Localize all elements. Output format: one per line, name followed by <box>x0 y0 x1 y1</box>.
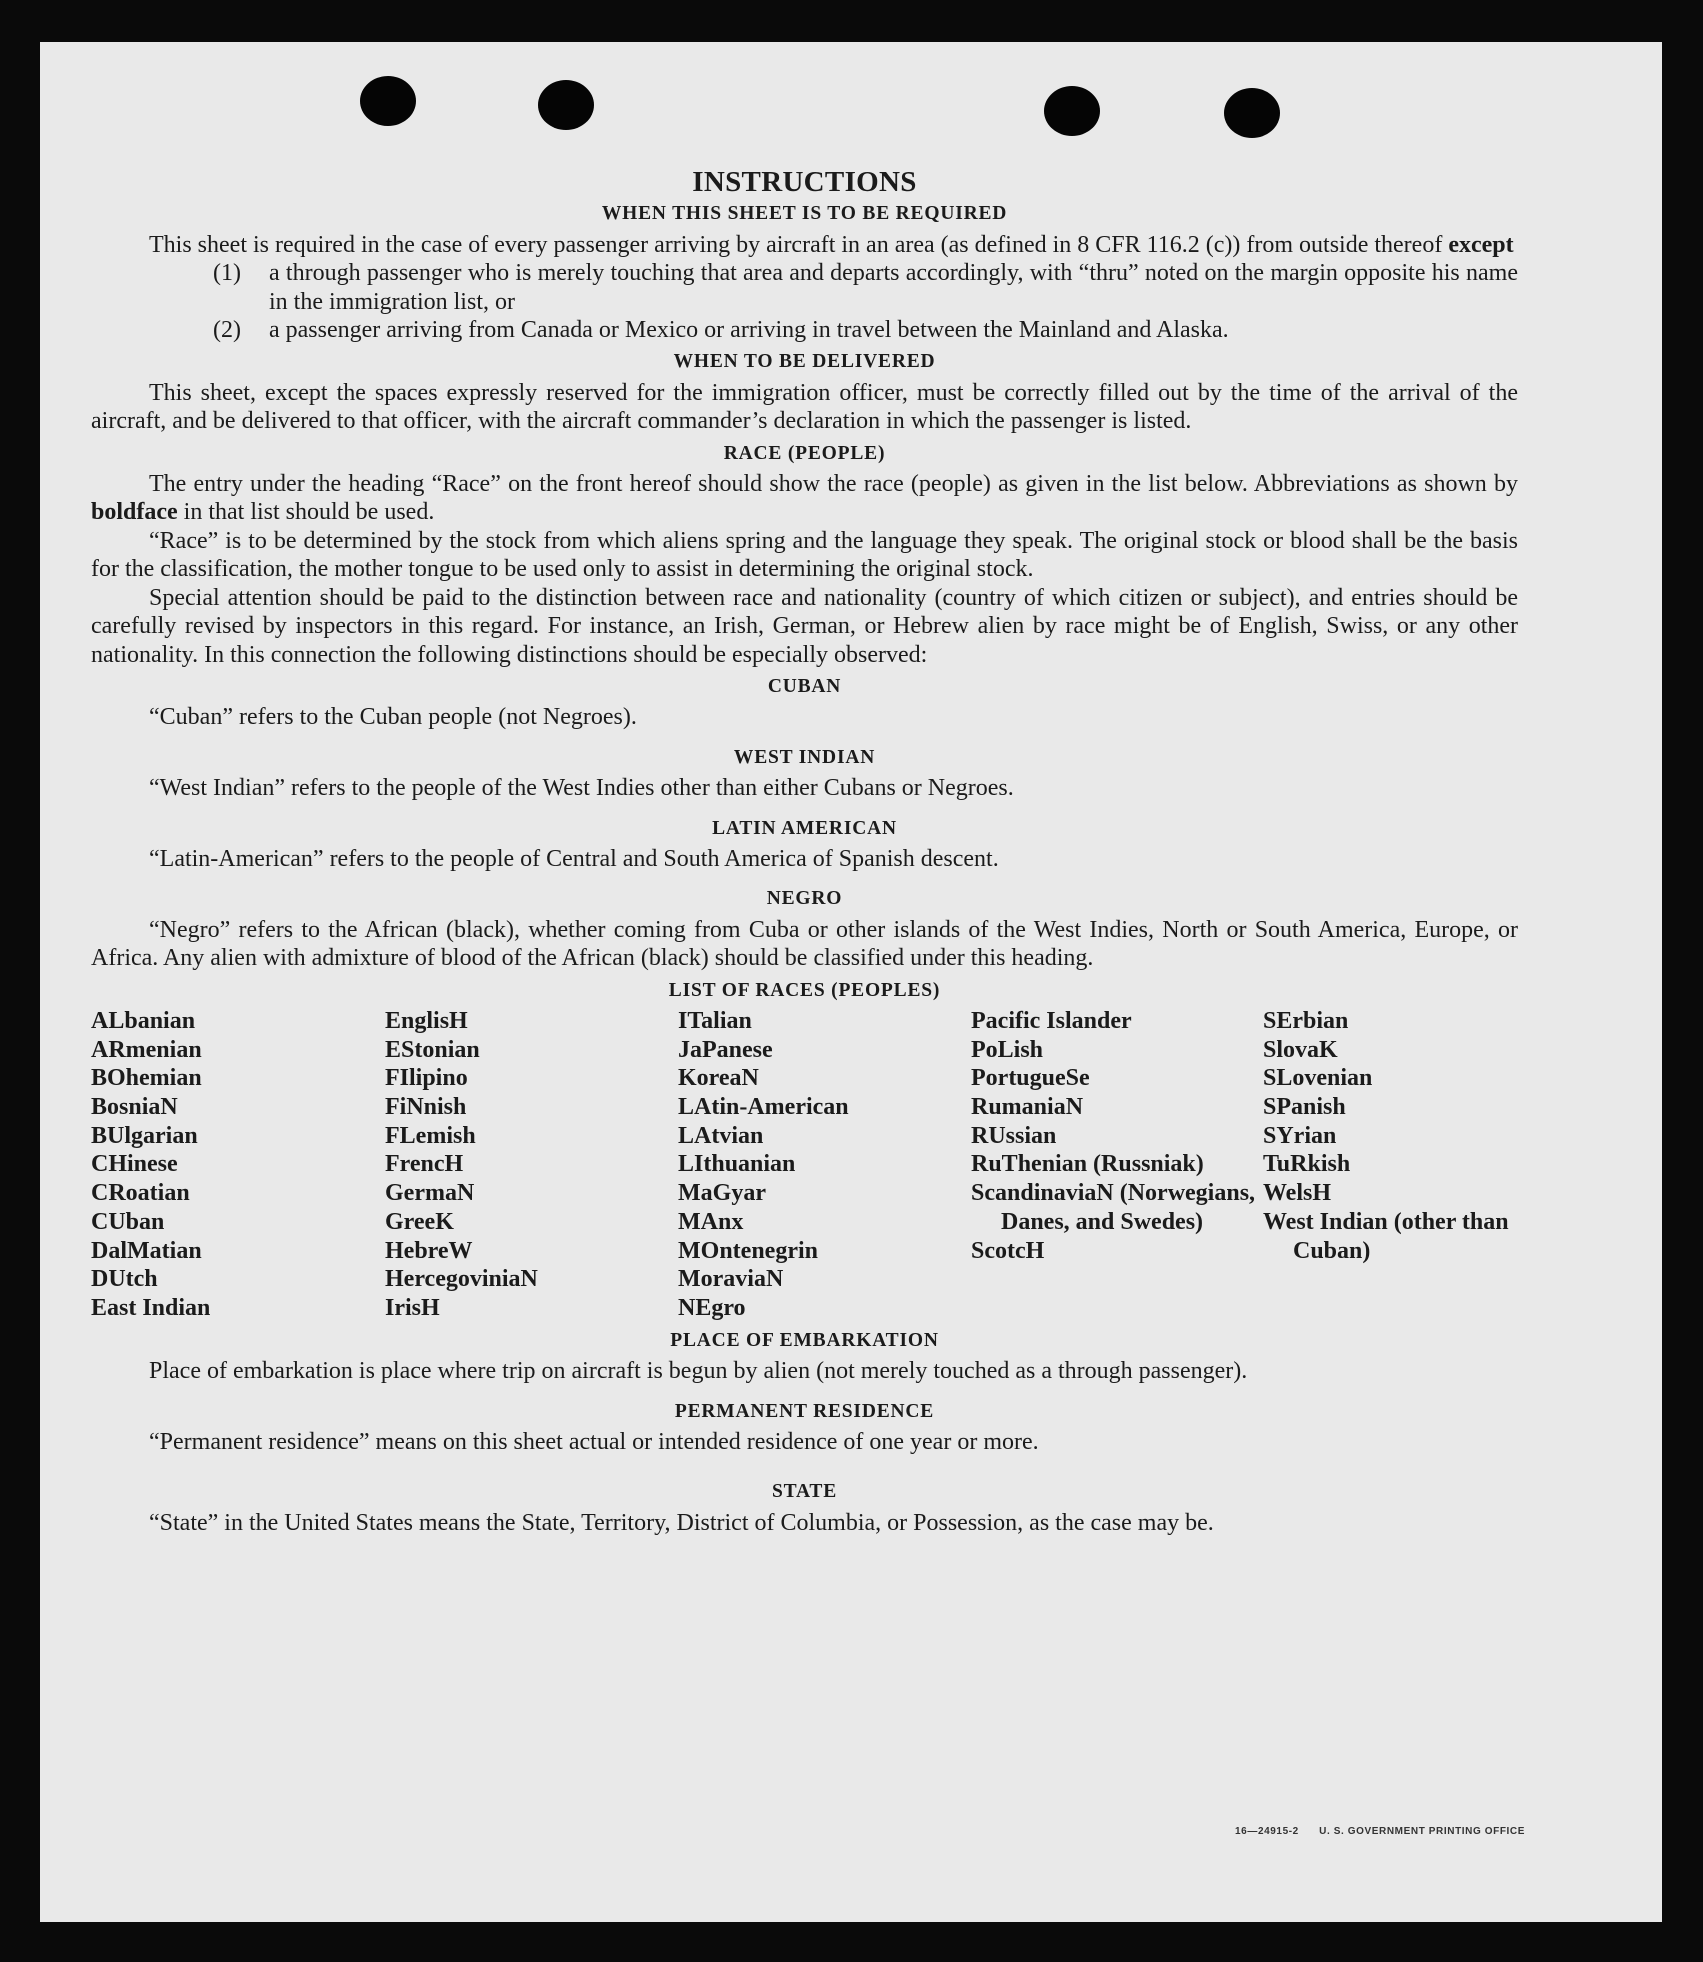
exception-text: a passenger arriving from Canada or Mexico or arriving in travel between the Mainland and Alaska. <box>269 317 1229 344</box>
print-footer <box>1235 1826 1525 1837</box>
race-entry: PoLish <box>971 1036 1044 1063</box>
heading-list-of-races: LIST OF RACES (PEOPLES) <box>668 979 941 1001</box>
race-entry: DUtch <box>91 1266 158 1293</box>
heading-when-delivered: WHEN TO BE DELIVERED <box>673 351 936 373</box>
heading-west-indian: WEST INDIAN <box>733 746 876 768</box>
races-column <box>91 1007 385 1323</box>
punch-hole <box>360 76 416 126</box>
race-entry: Pacific Islander <box>971 1007 1132 1034</box>
race-entry: CRoatian <box>91 1180 190 1207</box>
race-entry: GreeK <box>385 1208 454 1235</box>
when-required-text: This sheet is required in the case of every passenger arriving by aircraft in an area (as defined in 8 CFR 116.2 (c)) from outside thereof <box>149 231 1443 258</box>
paragraph-when-delivered: This sheet, except the spaces expressly reserved for the immigration officer, must be correctly filled out by the time of the arrival of the aircraft, and be delivered to that officer, with the aircraft commander’s declaration in which the passenger is listed. <box>91 379 1518 435</box>
race-entry: BOhemian <box>91 1065 202 1092</box>
race-entry: SErbian <box>1263 1007 1349 1034</box>
race-entry: NEgro <box>678 1295 746 1321</box>
race-entry: ScandinaviaN (Norwegians, Danes, and Swedes) <box>971 1180 1256 1235</box>
race-entry: ITalian <box>678 1007 752 1034</box>
races-list <box>91 1007 1518 1323</box>
punch-hole <box>1044 86 1100 136</box>
race-entry: MaGyar <box>678 1180 766 1207</box>
race-text-end: in that list should be used. <box>183 499 435 526</box>
race-entry: GermaN <box>385 1180 475 1207</box>
punch-hole <box>1224 88 1280 138</box>
punch-hole <box>538 80 594 130</box>
race-entry: BosniaN <box>91 1094 178 1121</box>
race-entry: IrisH <box>385 1295 440 1321</box>
paragraph-negro: “Negro” refers to the African (black), whether coming from Cuba or other islands of the West Indies, North or South America, Europe, or Africa. Any alien with admixture of blood of the African (black) should be classified under this heading. <box>91 916 1518 972</box>
paragraph-residence: “Permanent residence” means on this sheet actual or intended residence of one year or more. <box>149 1428 1039 1455</box>
boldface-keyword: boldface <box>91 499 178 526</box>
race-entry: RuThenian (Russniak) <box>971 1151 1204 1178</box>
paragraph-embarkation: Place of embarkation is place where trip on aircraft is begun by alien (not merely touched as a through passenger). <box>149 1358 1248 1385</box>
race-entry: MOntenegrin <box>678 1237 818 1264</box>
race-entry: EnglisH <box>385 1007 468 1034</box>
race-entry: LAtin-American <box>678 1094 849 1121</box>
instructions-content <box>91 168 1518 1537</box>
race-entry: TuRkish <box>1263 1151 1351 1178</box>
races-column <box>971 1007 1263 1323</box>
form-number: 16—24915-2 <box>1235 1826 1299 1837</box>
race-entry: HercegoviniaN <box>385 1266 538 1293</box>
document-sheet <box>40 42 1662 1922</box>
exception-number: (2) <box>213 317 241 344</box>
heading-embarkation: PLACE OF EMBARKATION <box>670 1329 939 1351</box>
race-entry: East Indian <box>91 1295 211 1321</box>
paragraph-when-required <box>91 231 1518 259</box>
exception-number: (1) <box>213 260 241 287</box>
exception-item <box>91 316 1518 344</box>
except-keyword: except <box>1448 231 1514 258</box>
paragraph-race-3: Special attention should be paid to the distinction between race and nationality (country of which citizen or subject), and entries should be carefully revised by inspectors in this regard. For instance, an Irish, German, or Hebrew alien by race might be of English, Swiss, or any other nationality. In this connection the following distinctions should be especially observed: <box>91 584 1518 668</box>
race-entry: ARmenian <box>91 1036 202 1063</box>
race-entry: HebreW <box>385 1237 473 1264</box>
race-entry: ScotcH <box>971 1237 1045 1264</box>
printer-name: U. S. GOVERNMENT PRINTING OFFICE <box>1319 1826 1525 1837</box>
page-title: INSTRUCTIONS <box>692 166 917 198</box>
heading-race: RACE (PEOPLE) <box>723 442 886 464</box>
exception-item <box>91 259 1518 316</box>
race-entry: WelsH <box>1263 1180 1332 1207</box>
race-entry: SPanish <box>1263 1094 1346 1121</box>
race-entry: DalMatian <box>91 1237 202 1264</box>
race-entry: FiNnish <box>385 1094 467 1121</box>
heading-cuban: CUBAN <box>767 675 842 697</box>
race-entry: CHinese <box>91 1151 178 1178</box>
race-entry: PortugueSe <box>971 1065 1090 1092</box>
race-entry: MAnx <box>678 1208 744 1235</box>
race-entry: FrencH <box>385 1151 464 1178</box>
heading-when-required: WHEN THIS SHEET IS TO BE REQUIRED <box>601 203 1008 225</box>
paragraph-latin-american: “Latin-American” refers to the people of Central and South America of Spanish descent. <box>149 845 999 872</box>
heading-latin-american: LATIN AMERICAN <box>712 817 897 839</box>
race-entry: FLemish <box>385 1122 476 1149</box>
race-entry: SlovaK <box>1263 1036 1338 1063</box>
heading-state: STATE <box>771 1481 838 1503</box>
race-entry: RUssian <box>971 1122 1057 1149</box>
exception-text: a through passenger who is merely touching that area and departs accordingly, with “thru” noted on the margin opposite his name in the immigration list, or <box>269 260 1518 315</box>
paragraph-race-1 <box>91 470 1518 527</box>
paragraph-cuban: “Cuban” refers to the Cuban people (not Negroes). <box>149 704 637 731</box>
race-entry: LIthuanian <box>678 1151 796 1178</box>
race-entry: CUban <box>91 1208 165 1235</box>
paragraph-west-indian: “West Indian” refers to the people of the West Indies other than either Cubans or Negroes. <box>149 775 1014 802</box>
race-entry: KoreaN <box>678 1065 759 1092</box>
race-text-start: The entry under the heading “Race” on the front hereof should show the race (people) as given in the list below. Abbreviations as shown by <box>149 471 1518 498</box>
paragraph-race-2: “Race” is to be determined by the stock from which aliens spring and the language they speak. The original stock or blood shall be the basis for the classification, the mother tongue to be used only to assist in determining the original stock. <box>91 527 1518 583</box>
race-entry: EStonian <box>385 1036 480 1063</box>
race-entry: RumaniaN <box>971 1094 1084 1121</box>
race-entry: West Indian (other than Cuban) <box>1263 1208 1509 1264</box>
paragraph-state: “State” in the United States means the State, Territory, District of Columbia, or Possession, as the case may be. <box>149 1509 1214 1536</box>
race-entry: LAtvian <box>678 1122 764 1149</box>
races-column <box>678 1007 971 1323</box>
heading-negro: NEGRO <box>766 888 843 910</box>
race-entry: SYrian <box>1263 1122 1337 1149</box>
heading-residence: PERMANENT RESIDENCE <box>674 1400 935 1422</box>
race-entry: ALbanian <box>91 1007 196 1034</box>
races-column <box>1263 1007 1518 1323</box>
race-entry: FIlipino <box>385 1065 468 1092</box>
race-entry: JaPanese <box>678 1036 773 1063</box>
race-entry: MoraviaN <box>678 1266 784 1293</box>
races-column <box>385 1007 678 1323</box>
race-entry: BUlgarian <box>91 1122 198 1149</box>
race-entry: SLovenian <box>1263 1065 1373 1092</box>
